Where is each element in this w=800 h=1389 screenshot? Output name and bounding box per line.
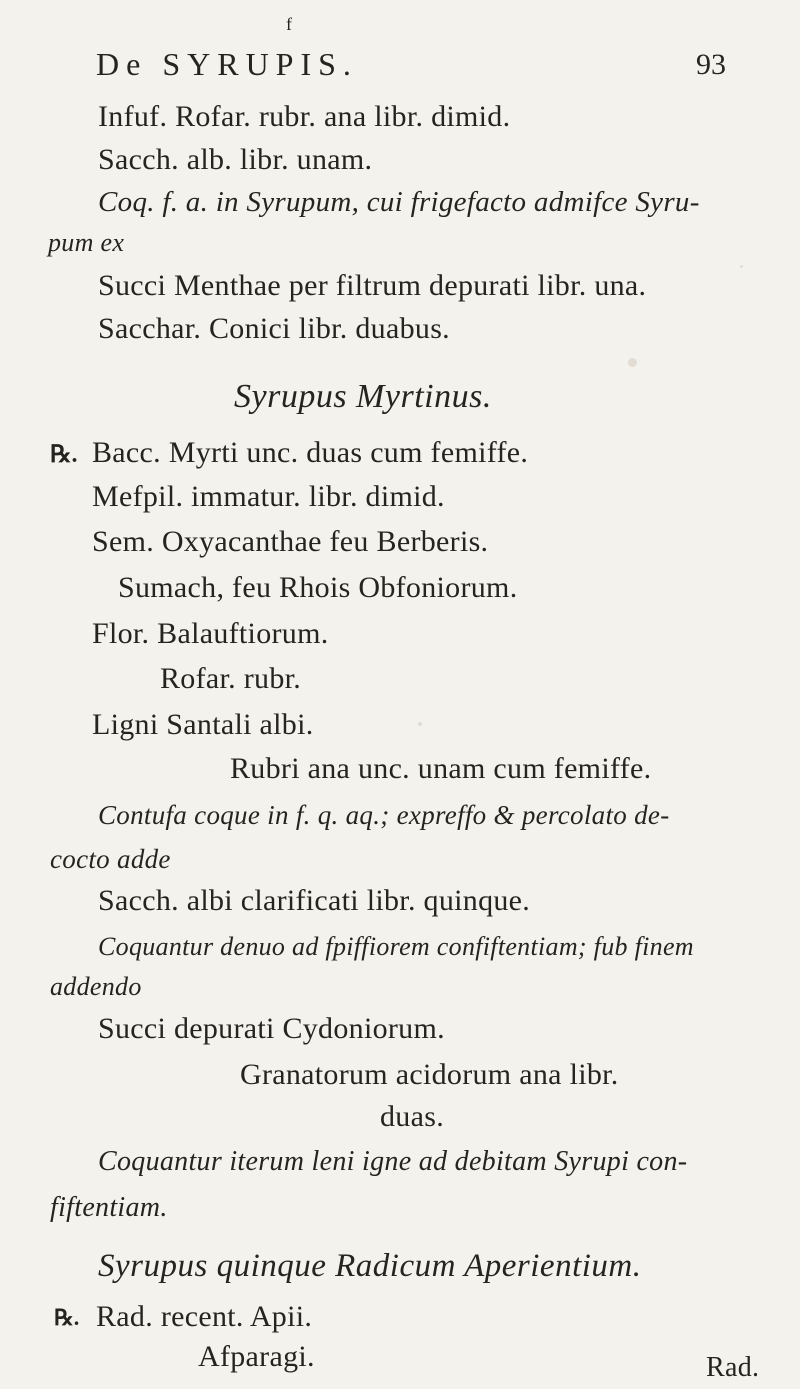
text-line: Sem. Oxyacanthae feu Berberis.	[92, 525, 489, 558]
header-mark: f	[286, 14, 292, 34]
text-line: Contufa coque in f. q. aq.; expreffo & percolato de-	[98, 800, 670, 830]
section-heading: Syrupus Myrtinus.	[234, 378, 492, 415]
text-line: Rofar. rubr.	[160, 662, 302, 695]
text-line: Bacc. Myrti unc. duas cum femiffe.	[92, 436, 529, 469]
section-heading: Syrupus quinque Radicum Aperientium.	[98, 1248, 642, 1284]
text-line: Granatorum acidorum ana libr.	[240, 1058, 619, 1091]
text-line: Afparagi.	[198, 1340, 315, 1373]
text-line: Ligni Santali albi.	[92, 708, 314, 741]
text-line: Infuf. Rofar. rubr. ana libr. dimid.	[98, 100, 511, 133]
running-title: De SYRUPIS.	[96, 46, 358, 82]
text-line: Coquantur iterum leni igne ad debitam Syrupi con-	[98, 1146, 688, 1177]
text-line: Flor. Balauftiorum.	[92, 617, 329, 650]
paper-speck	[628, 358, 637, 367]
recipe-symbol: ℞.	[54, 1305, 80, 1330]
text-line: Mefpil. immatur. libr. dimid.	[92, 480, 445, 513]
text-line: pum ex	[48, 228, 125, 257]
text-line: Sumach, feu Rhois Obfoniorum.	[118, 571, 518, 604]
text-line: cocto adde	[50, 844, 171, 874]
page-number: 93	[696, 48, 726, 81]
text-line: Succi Menthae per filtrum depurati libr. una.	[98, 269, 647, 302]
text-line: Rubri ana unc. unam cum femiffe.	[230, 752, 652, 785]
paper-speck	[740, 265, 743, 268]
text-line: Rad. recent. Apii.	[96, 1300, 313, 1333]
catchword: Rad.	[706, 1352, 760, 1383]
text-line: duas.	[380, 1100, 444, 1133]
text-line: Succi depurati Cydoniorum.	[98, 1012, 445, 1045]
text-line: fiftentiam.	[50, 1192, 168, 1223]
text-line: Coquantur denuo ad fpiffiorem confiftentiam; fub finem	[98, 932, 694, 961]
recipe-symbol: ℞.	[50, 442, 78, 468]
text-line: Sacchar. Conici libr. duabus.	[98, 312, 450, 345]
paper-speck	[418, 722, 422, 726]
text-line: Sacch. albi clarificati libr. quinque.	[98, 884, 531, 917]
text-line: Sacch. alb. libr. unam.	[98, 143, 373, 176]
text-line: Coq. f. a. in Syrupum, cui frigefacto admifce Syru-	[98, 186, 700, 218]
text-line: addendo	[50, 972, 142, 1001]
